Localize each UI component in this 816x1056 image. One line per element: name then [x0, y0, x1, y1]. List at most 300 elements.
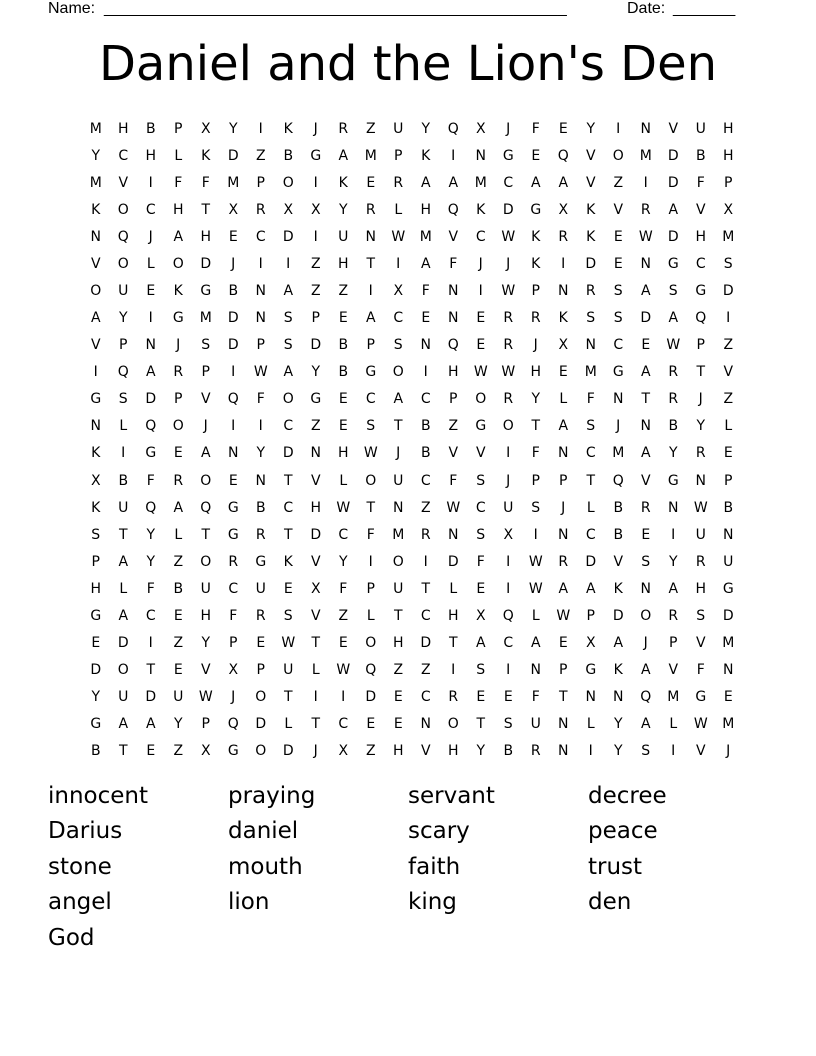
grid-letter: L: [339, 472, 348, 489]
grid-letter: W: [693, 499, 708, 516]
grid-letter: E: [338, 310, 348, 327]
grid-letter: U: [118, 499, 129, 516]
grid-letter: C: [420, 607, 431, 624]
grid-letter: A: [640, 364, 651, 381]
grid-letter: E: [366, 716, 376, 733]
grid-letter: H: [145, 147, 157, 164]
grid-letter: N: [530, 662, 541, 679]
grid-letter: D: [667, 174, 679, 191]
grid-letter: C: [503, 174, 514, 191]
grid-letter: T: [118, 526, 128, 543]
grid-letter: N: [723, 526, 734, 543]
grid-letter: B: [668, 418, 679, 435]
grid-letter: A: [365, 310, 376, 327]
grid-letter: S: [91, 526, 101, 543]
grid-letter: I: [533, 526, 538, 543]
grid-letter: V: [475, 445, 486, 462]
grid-letter: N: [558, 716, 569, 733]
grid-letter: W: [528, 580, 543, 597]
grid-letter: N: [475, 147, 486, 164]
grid-letter: U: [283, 662, 294, 679]
grid-letter: K: [531, 255, 541, 272]
grid-letter: R: [668, 364, 679, 381]
grid-letter: M: [722, 716, 735, 733]
grid-letter: C: [420, 472, 431, 489]
grid-letter: L: [174, 526, 183, 543]
grid-letter: T: [641, 391, 651, 408]
grid-letter: M: [89, 174, 102, 191]
grid-letter: T: [146, 662, 156, 679]
grid-letter: X: [338, 743, 349, 760]
grid-letter: O: [365, 635, 377, 652]
grid-letter: E: [338, 391, 348, 408]
grid-letter: C: [585, 445, 596, 462]
grid-letter: D: [310, 526, 322, 543]
grid-letter: I: [148, 174, 153, 191]
grid-letter: P: [229, 635, 238, 652]
grid-letter: R: [558, 553, 569, 570]
grid-letter: G: [530, 201, 542, 218]
grid-letter: L: [531, 607, 540, 624]
grid-letter: Y: [91, 147, 101, 164]
grid-letter: N: [558, 445, 569, 462]
grid-letter: Y: [118, 310, 128, 327]
grid-letter: B: [723, 499, 734, 516]
grid-letter: S: [283, 337, 293, 354]
grid-letter: I: [121, 445, 126, 462]
grid-letter: N: [365, 228, 376, 245]
grid-letter: B: [118, 472, 129, 489]
grid-letter: Q: [695, 310, 707, 327]
grid-letter: A: [558, 174, 569, 191]
grid-letter: J: [561, 499, 566, 516]
grid-letter: R: [640, 499, 651, 516]
word-list: [48, 778, 768, 956]
grid-letter: U: [173, 689, 184, 706]
grid-letter: D: [310, 337, 322, 354]
grid-letter: P: [696, 337, 705, 354]
grid-letter: A: [145, 364, 156, 381]
grid-letter: E: [338, 635, 348, 652]
grid-letter: E: [366, 174, 376, 191]
grid-letter: T: [201, 526, 211, 543]
grid-letter: Z: [365, 120, 376, 137]
grid-letter: C: [365, 391, 376, 408]
grid-letter: Q: [640, 689, 652, 706]
grid-letter: S: [613, 283, 623, 299]
grid-letter: T: [311, 716, 321, 733]
grid-letter: V: [448, 445, 459, 462]
grid-letter: I: [148, 635, 153, 652]
grid-letter: N: [420, 716, 431, 733]
grid-letter: I: [231, 364, 236, 381]
grid-letter: M: [722, 635, 735, 652]
grid-letter: I: [643, 174, 648, 191]
grid-letter: A: [640, 662, 651, 679]
grid-letter: D: [227, 147, 239, 164]
grid-letter: Y: [668, 553, 678, 570]
grid-letter: G: [310, 147, 322, 164]
grid-letter: W: [556, 607, 571, 624]
grid-letter: F: [339, 580, 348, 597]
grid-letter: A: [640, 445, 651, 462]
grid-letter: P: [531, 283, 540, 299]
grid-letter: F: [476, 553, 485, 570]
grid-letter: L: [586, 716, 595, 733]
grid-letter: S: [531, 499, 541, 516]
grid-letter: X: [228, 201, 239, 218]
grid-letter: P: [366, 580, 375, 597]
grid-letter: I: [341, 689, 346, 706]
grid-letter: T: [696, 364, 706, 381]
grid-letter: C: [338, 526, 349, 543]
grid-letter: N: [90, 228, 101, 245]
grid-letter: E: [723, 445, 733, 462]
grid-letter: R: [365, 201, 376, 218]
grid-letter: Y: [696, 418, 706, 435]
grid-letter: N: [558, 743, 569, 760]
grid-letter: Z: [723, 337, 734, 354]
grid-letter: R: [668, 391, 679, 408]
grid-letter: Y: [668, 445, 678, 462]
grid-letter: I: [423, 553, 428, 570]
grid-letter: R: [255, 607, 266, 624]
grid-letter: G: [227, 743, 239, 760]
grid-letter: N: [448, 526, 459, 543]
grid-letter: P: [201, 716, 210, 733]
grid-letter: Z: [338, 607, 349, 624]
grid-letter: G: [695, 689, 707, 706]
grid-letter: Q: [557, 147, 569, 164]
grid-letter: O: [117, 201, 129, 218]
grid-letter: S: [366, 418, 376, 435]
grid-letter: N: [228, 445, 239, 462]
grid-letter: K: [613, 580, 623, 597]
grid-letter: A: [420, 174, 431, 191]
grid-letter: X: [475, 120, 486, 137]
grid-letter: D: [282, 228, 294, 245]
grid-letter: H: [722, 147, 734, 164]
grid-letter: F: [449, 472, 458, 489]
grid-letter: Z: [173, 553, 184, 570]
grid-letter: W: [281, 635, 296, 652]
grid-letter: D: [227, 310, 239, 327]
grid-letter: V: [310, 472, 321, 489]
grid-letter: L: [366, 607, 375, 624]
grid-letter: N: [640, 255, 651, 272]
grid-letter: C: [475, 228, 486, 245]
grid-letter: G: [502, 147, 514, 164]
grid-letter: R: [255, 201, 266, 218]
grid-letter: M: [474, 174, 487, 191]
grid-letter: D: [90, 662, 102, 679]
grid-letter: P: [256, 174, 265, 191]
grid-letter: H: [447, 743, 459, 760]
grid-letter: A: [558, 418, 569, 435]
word-list-item: trust: [588, 853, 643, 880]
word-list-item: peace: [588, 818, 658, 845]
grid-letter: A: [420, 255, 431, 272]
grid-letter: K: [476, 201, 486, 218]
grid-letter: U: [723, 553, 734, 570]
grid-letter: T: [393, 607, 403, 624]
word-list-item: den: [588, 889, 632, 916]
grid-letter: M: [227, 174, 240, 191]
grid-letter: M: [584, 364, 597, 381]
grid-letter: I: [148, 310, 153, 327]
word-list-item: servant: [408, 782, 495, 809]
grid-letter: H: [337, 445, 349, 462]
grid-letter: T: [283, 526, 293, 543]
grid-letter: S: [476, 662, 486, 679]
grid-letter: V: [613, 201, 624, 218]
grid-letter: C: [145, 607, 156, 624]
grid-letter: J: [231, 689, 236, 706]
grid-letter: F: [586, 391, 595, 408]
grid-letter: O: [200, 472, 212, 489]
grid-letter: E: [173, 607, 183, 624]
grid-letter: Z: [393, 662, 404, 679]
name-blank-line: ____________________________________________________: [104, 0, 567, 17]
grid-letter: V: [640, 472, 651, 489]
grid-letter: I: [561, 255, 566, 272]
grid-letter: J: [533, 337, 538, 354]
grid-letter: N: [558, 283, 569, 299]
grid-letter: C: [228, 580, 239, 597]
grid-letter: X: [723, 201, 734, 218]
grid-letter: R: [695, 553, 706, 570]
grid-letter: A: [283, 283, 294, 299]
grid-letter: S: [476, 526, 486, 543]
grid-letter: N: [90, 418, 101, 435]
grid-letter: K: [586, 201, 596, 218]
grid-letter: T: [201, 201, 211, 218]
grid-letter: D: [282, 743, 294, 760]
grid-letter: O: [282, 391, 294, 408]
word-list-item: decree: [588, 782, 667, 809]
grid-letter: J: [231, 255, 236, 272]
grid-letter: B: [338, 337, 349, 354]
grid-letter: L: [284, 716, 293, 733]
grid-letter: C: [283, 418, 294, 435]
grid-letter: A: [613, 635, 624, 652]
grid-letter: J: [203, 418, 208, 435]
grid-letter: F: [531, 445, 540, 462]
grid-letter: Z: [173, 635, 184, 652]
grid-letter: O: [172, 418, 184, 435]
grid-letter: R: [585, 283, 596, 299]
grid-letter: C: [420, 689, 431, 706]
grid-letter: Y: [311, 364, 321, 381]
grid-letter: B: [613, 499, 624, 516]
grid-letter: D: [255, 716, 267, 733]
grid-letter: J: [313, 743, 318, 760]
grid-letter: V: [668, 120, 679, 137]
grid-letter: I: [506, 662, 511, 679]
grid-letter: X: [310, 201, 321, 218]
grid-letter: U: [503, 499, 514, 516]
grid-letter: R: [255, 526, 266, 543]
grid-letter: E: [393, 689, 403, 706]
grid-letter: G: [90, 391, 102, 408]
grid-letter: R: [695, 445, 706, 462]
grid-letter: W: [693, 716, 708, 733]
grid-letter: Y: [531, 391, 541, 408]
grid-letter: B: [420, 418, 431, 435]
grid-letter: D: [420, 635, 432, 652]
grid-letter: F: [201, 174, 210, 191]
grid-letter: V: [310, 607, 321, 624]
grid-letter: S: [586, 310, 596, 327]
grid-letter: P: [724, 174, 733, 191]
grid-letter: G: [612, 364, 624, 381]
grid-letter: F: [449, 255, 458, 272]
grid-letter: N: [668, 499, 679, 516]
grid-letter: N: [695, 472, 706, 489]
grid-letter: Z: [448, 418, 459, 435]
grid-letter: B: [503, 743, 514, 760]
grid-letter: V: [420, 743, 431, 760]
grid-letter: A: [530, 635, 541, 652]
grid-letter: A: [475, 635, 486, 652]
grid-letter: W: [336, 499, 351, 516]
grid-letter: U: [118, 283, 129, 299]
grid-letter: I: [451, 147, 456, 164]
grid-letter: E: [228, 472, 238, 489]
grid-letter: O: [612, 147, 624, 164]
grid-letter: R: [640, 201, 651, 218]
grid-letter: H: [172, 201, 184, 218]
grid-letter: X: [283, 201, 294, 218]
grid-letter: E: [503, 689, 513, 706]
grid-letter: A: [448, 174, 459, 191]
grid-letter: S: [201, 337, 211, 354]
grid-letter: H: [200, 607, 212, 624]
grid-letter: G: [90, 607, 102, 624]
grid-letter: Z: [310, 418, 321, 435]
grid-letter: O: [200, 553, 212, 570]
grid-letter: I: [93, 364, 98, 381]
grid-letter: V: [585, 174, 596, 191]
grid-letter: E: [613, 255, 623, 272]
grid-letter: K: [531, 228, 541, 245]
grid-letter: T: [586, 472, 596, 489]
grid-letter: C: [393, 310, 404, 327]
grid-letter: L: [311, 662, 320, 679]
grid-letter: E: [228, 228, 238, 245]
grid-letter: Z: [310, 255, 321, 272]
grid-letter: Q: [447, 337, 459, 354]
grid-letter: J: [726, 743, 731, 760]
grid-letter: T: [366, 255, 376, 272]
grid-letter: I: [231, 418, 236, 435]
word-list-item: king: [408, 889, 457, 916]
grid-letter: A: [283, 364, 294, 381]
grid-letter: C: [503, 635, 514, 652]
grid-letter: I: [368, 553, 373, 570]
grid-letter: S: [696, 607, 706, 624]
grid-letter: J: [643, 635, 648, 652]
grid-letter: I: [396, 255, 401, 272]
grid-letter: K: [91, 445, 101, 462]
grid-letter: K: [421, 147, 431, 164]
grid-letter: W: [446, 499, 461, 516]
word-list-item: mouth: [228, 853, 303, 880]
grid-letter: E: [558, 635, 568, 652]
grid-letter: E: [558, 364, 568, 381]
word-list-item: scary: [408, 818, 470, 845]
grid-letter: A: [668, 201, 679, 218]
grid-letter: C: [338, 716, 349, 733]
grid-letter: C: [695, 255, 706, 272]
grid-letter: T: [118, 743, 128, 760]
grid-letter: R: [558, 228, 569, 245]
grid-letter: G: [365, 364, 377, 381]
grid-letter: D: [117, 635, 129, 652]
grid-letter: S: [641, 743, 651, 760]
grid-letter: X: [475, 607, 486, 624]
grid-letter: R: [503, 337, 514, 354]
grid-letter: A: [640, 283, 651, 299]
grid-letter: P: [449, 391, 458, 408]
grid-letter: T: [448, 635, 458, 652]
grid-letter: U: [530, 716, 541, 733]
grid-letter: I: [671, 743, 676, 760]
grid-letter: F: [174, 174, 183, 191]
grid-letter: Q: [117, 364, 129, 381]
grid-letter: P: [201, 364, 210, 381]
grid-letter: Q: [447, 120, 459, 137]
grid-letter: T: [283, 689, 293, 706]
grid-letter: A: [118, 716, 129, 733]
grid-letter: P: [256, 337, 265, 354]
grid-letter: A: [90, 310, 101, 327]
grid-letter: I: [478, 283, 483, 299]
grid-letter: F: [229, 607, 238, 624]
grid-letter: W: [501, 364, 516, 381]
word-list-item: daniel: [228, 818, 299, 845]
grid-letter: I: [506, 445, 511, 462]
grid-letter: G: [172, 310, 184, 327]
grid-letter: R: [393, 174, 404, 191]
grid-letter: F: [146, 472, 155, 489]
word-list-item: Darius: [48, 818, 123, 845]
grid-letter: V: [695, 635, 706, 652]
grid-letter: D: [145, 689, 157, 706]
grid-letter: B: [338, 364, 349, 381]
grid-letter: C: [585, 526, 596, 543]
grid-letter: G: [145, 445, 157, 462]
grid-letter: H: [447, 364, 459, 381]
grid-letter: U: [255, 580, 266, 597]
grid-letter: G: [227, 526, 239, 543]
page-title: Daniel and the Lion's Den: [98, 36, 718, 92]
grid-letter: R: [503, 391, 514, 408]
grid-letter: P: [91, 553, 100, 570]
grid-letter: V: [585, 147, 596, 164]
grid-letter: W: [473, 364, 488, 381]
grid-letter: V: [118, 174, 129, 191]
grid-letter: A: [668, 310, 679, 327]
grid-letter: N: [723, 662, 734, 679]
grid-letter: I: [368, 283, 373, 299]
grid-letter: U: [393, 580, 404, 597]
grid-letter: H: [695, 580, 707, 597]
grid-letter: X: [228, 662, 239, 679]
grid-letter: D: [722, 283, 734, 299]
grid-letter: X: [585, 635, 596, 652]
grid-letter: T: [311, 635, 321, 652]
